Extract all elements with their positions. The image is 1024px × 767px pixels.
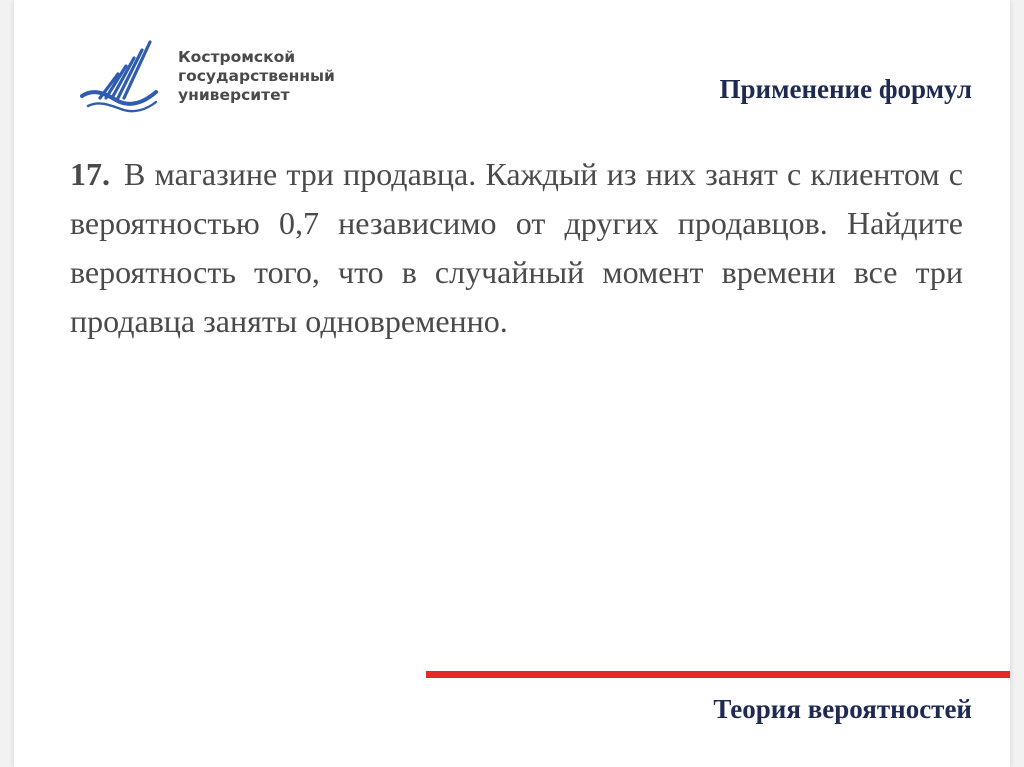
slide: [14, 0, 1010, 767]
problem-statement: [70, 150, 963, 346]
logo-line-2: государственный: [178, 67, 335, 85]
slide-title: Применение формул: [719, 74, 972, 104]
logo-text: [178, 48, 335, 105]
footer-divider: [426, 671, 1010, 678]
logo-line-3: университет: [178, 86, 290, 104]
problem-number: 17.: [70, 156, 110, 192]
logo-line-1: Костромской: [178, 48, 296, 66]
problem-text: В магазине три продавца. Каждый из них занят с клиентом с вероятностью 0,7 независимо от других продавцов. Найдите вероятность того, что в случайный момент времени все три продавца заняты одновременно.: [70, 156, 963, 339]
university-logo: [80, 36, 370, 116]
course-title: Теория вероятностей: [713, 694, 972, 724]
university-emblem-icon: [80, 36, 160, 114]
